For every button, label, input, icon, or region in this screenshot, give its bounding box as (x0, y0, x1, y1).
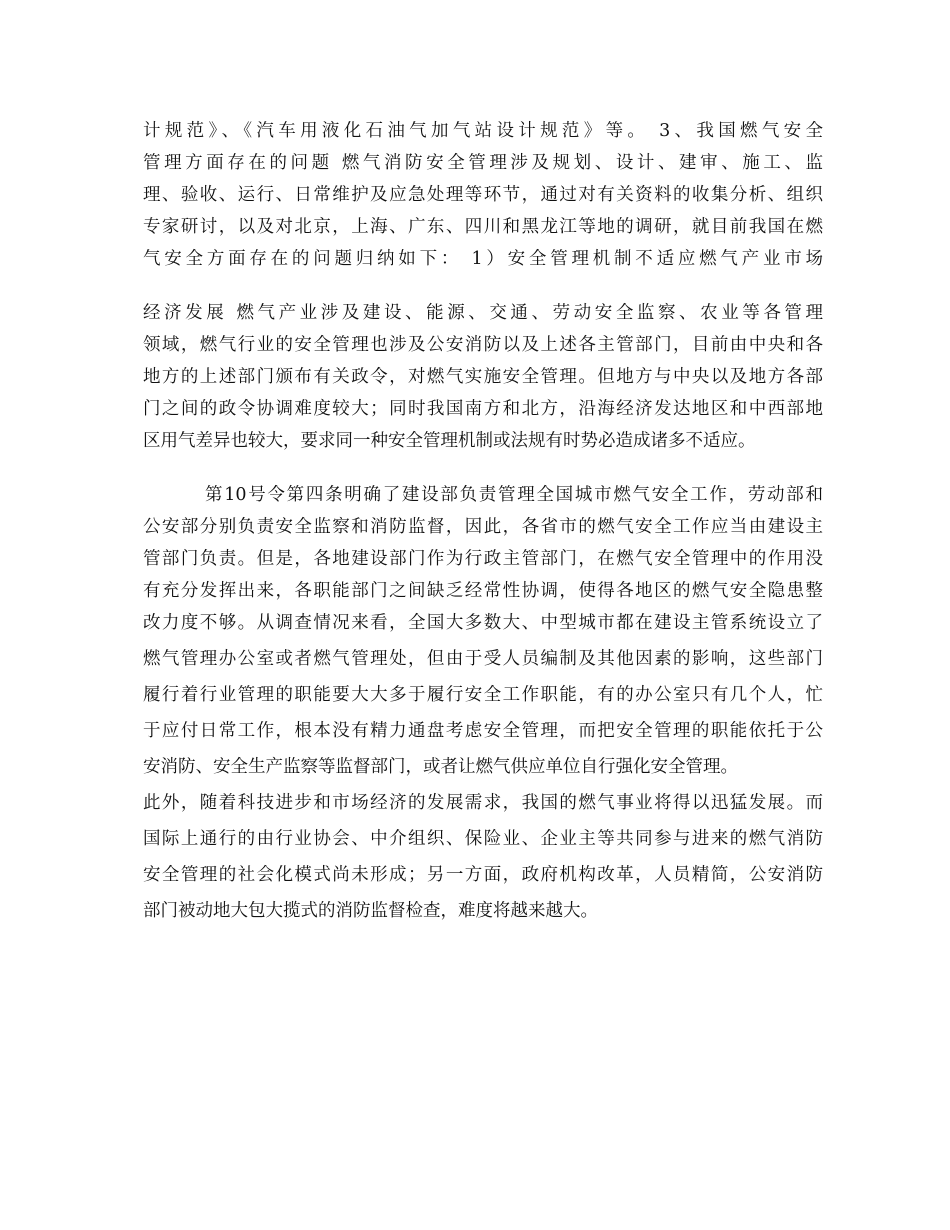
text-line: 区用气差异也较大，要求同一种安全管理机制或法规有时势必造成诸多不适应。 (143, 431, 756, 451)
text-line: 计规范》、《汽车用液化石油气加气站设计规范》等。 3、我国燃气安全 (143, 121, 823, 141)
text-line: 燃气管理办公室或者燃气管理处，但由于受人员编制及其他因素的影响，这些部门 (143, 649, 823, 669)
text-line: 管理方面存在的问题 燃气消防安全管理涉及规划、设计、建审、施工、监 (143, 153, 823, 173)
text-line: 于应付日常工作，根本没有精力通盘考虑安全管理，而把安全管理的职能依托于公 (143, 721, 823, 741)
text-line: 安消防、安全生产监察等监督部门，或者让燃气供应单位自行强化安全管理。 (143, 757, 738, 777)
text-line: 经济发展 燃气产业涉及建设、能源、交通、劳动安全监察、农业等各管理 (143, 303, 823, 323)
text-line: 改力度不够。从调查情况来看，全国大多数大、中型城市都在建设主管系统设立了 (143, 613, 823, 633)
text-line: 安全管理的社会化模式尚未形成；另一方面，政府机构改革，人员精简，公安消防 (143, 865, 823, 885)
text-line: 履行着行业管理的职能要大大多于履行安全工作职能，有的办公室只有几个人，忙 (143, 685, 823, 705)
text-line: 此外，随着科技进步和市场经济的发展需求，我国的燃气事业将得以迅猛发展。而 (143, 793, 823, 813)
text-line: 理、验收、运行、日常维护及应急处理等环节，通过对有关资料的收集分析、组织 (143, 185, 823, 205)
text-line: 公安部分别负责安全监察和消防监督，因此，各省市的燃气安全工作应当由建设主 (143, 517, 823, 537)
text-line: 第10号令第四条明确了建设部负责管理全国城市燃气安全工作，劳动部和 (205, 485, 823, 505)
text-line: 管部门负责。但是，各地建设部门作为行政主管部门，在燃气安全管理中的作用没 (143, 549, 823, 569)
text-line: 有充分发挥出来，各职能部门之间缺乏经常性协调，使得各地区的燃气安全隐患整 (143, 581, 823, 601)
text-line: 门之间的政令协调难度较大；同时我国南方和北方，沿海经济发达地区和中西部地 (143, 399, 823, 419)
text-line: 专家研讨，以及对北京，上海、广东、四川和黑龙江等地的调研，就目前我国在燃 (143, 217, 823, 237)
text-line: 领域，燃气行业的安全管理也涉及公安消防以及上述各主管部门，目前由中央和各 (143, 335, 823, 355)
text-line: 地方的上述部门颁布有关政令，对燃气实施安全管理。但地方与中央以及地方各部 (143, 367, 823, 387)
text-line: 部门被动地大包大揽式的消防监督检查，难度将越来越大。 (143, 901, 598, 921)
text-line: 气安全方面存在的问题归纳如下： 1）安全管理机制不适应燃气产业市场 (143, 249, 823, 269)
text-line: 国际上通行的由行业协会、中介组织、保险业、企业主等共同参与进来的燃气消防 (143, 829, 823, 849)
